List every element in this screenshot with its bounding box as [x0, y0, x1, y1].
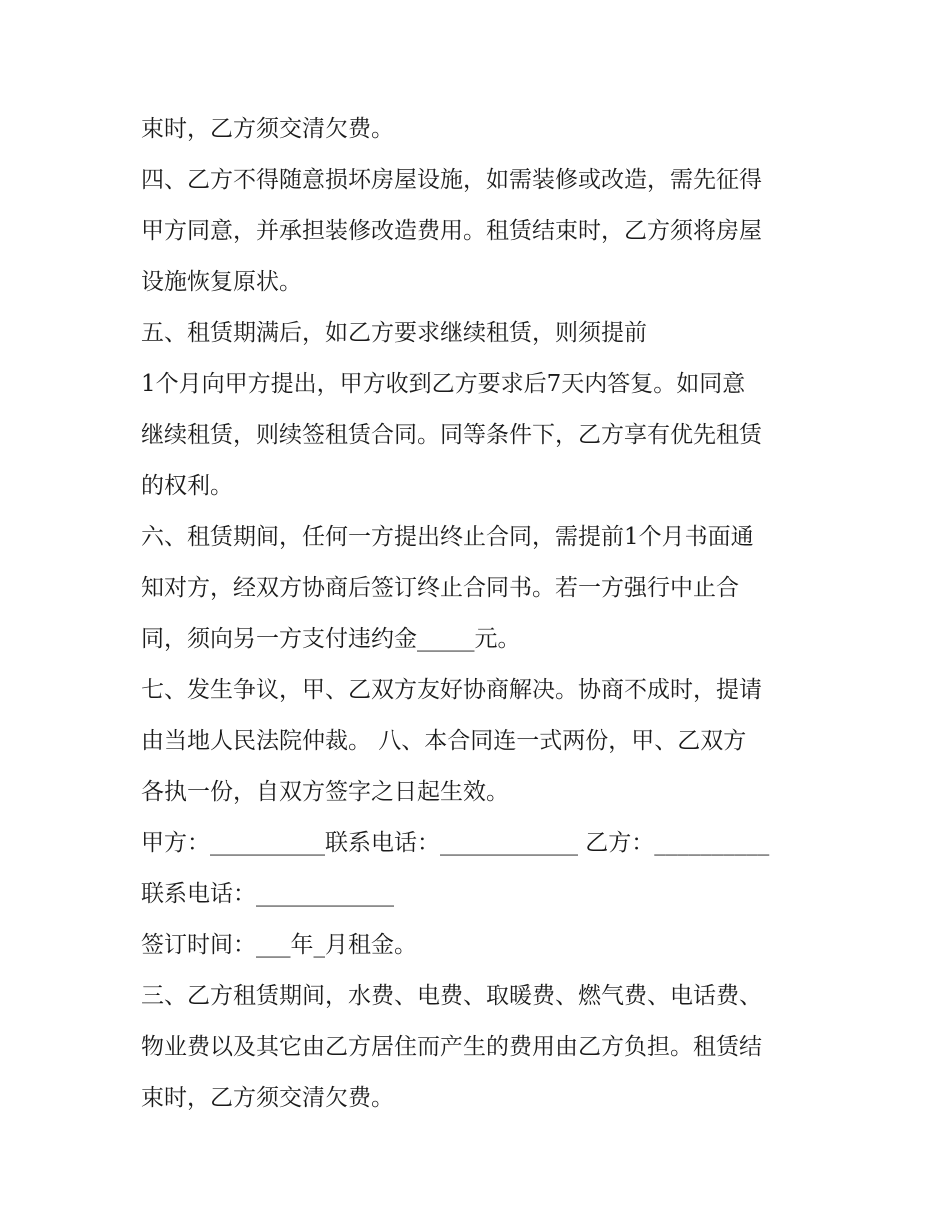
text-line: 七、发生争议，甲、乙双方友好协商解决。协商不成时，提请 — [141, 677, 762, 703]
text-line: 束时，乙方须交清欠费。 — [141, 1085, 394, 1111]
text-line: 各执一份，自双方签字之日起生效。 — [141, 779, 509, 805]
text-line: 四、乙方不得随意损坏房屋设施，如需装修或改造，需先征得 — [141, 167, 762, 193]
signature-line-phone: 联系电话：____________ — [141, 881, 394, 907]
text-line: 物业费以及其它由乙方居住而产生的费用由乙方负担。租赁结 — [141, 1034, 762, 1060]
contract-text — [141, 104, 821, 1124]
text-line: 由当地人民法院仲裁。 八、本合同连一式两份，甲、乙双方 — [141, 728, 747, 754]
text-line: 五、租赁期满后，如乙方要求继续租赁，则须提前 — [141, 320, 647, 346]
text-line: 设施恢复原状。 — [141, 269, 302, 295]
text-line: 六、租赁期间，任何一方提出终止合同，需提前1个月书面通 — [141, 524, 754, 550]
text-line: 同，须向另一方支付违约金_____元。 — [141, 626, 521, 652]
text-line: 知对方，经双方协商后签订终止合同书。若一方强行中止合 — [141, 575, 739, 601]
text-line: 束时，乙方须交清欠费。 — [141, 116, 394, 142]
text-line: 甲方同意，并承担装修改造费用。租赁结束时，乙方须将房屋 — [141, 218, 762, 244]
text-line: 三、乙方租赁期间，水费、电费、取暖费、燃气费、电话费、 — [141, 983, 762, 1009]
text-line: 的权利。 — [141, 473, 233, 499]
signature-line-date: 签订时间：___年_月租金。 — [141, 932, 417, 958]
text-line: 继续租赁，则续签租赁合同。同等条件下，乙方享有优先租赁 — [141, 422, 762, 448]
signature-line-party-a-b: 甲方：__________联系电话：____________ 乙方：__________ — [141, 830, 770, 856]
text-line: 1个月向甲方提出，甲方收到乙方要求后7天内答复。如同意 — [141, 371, 746, 397]
